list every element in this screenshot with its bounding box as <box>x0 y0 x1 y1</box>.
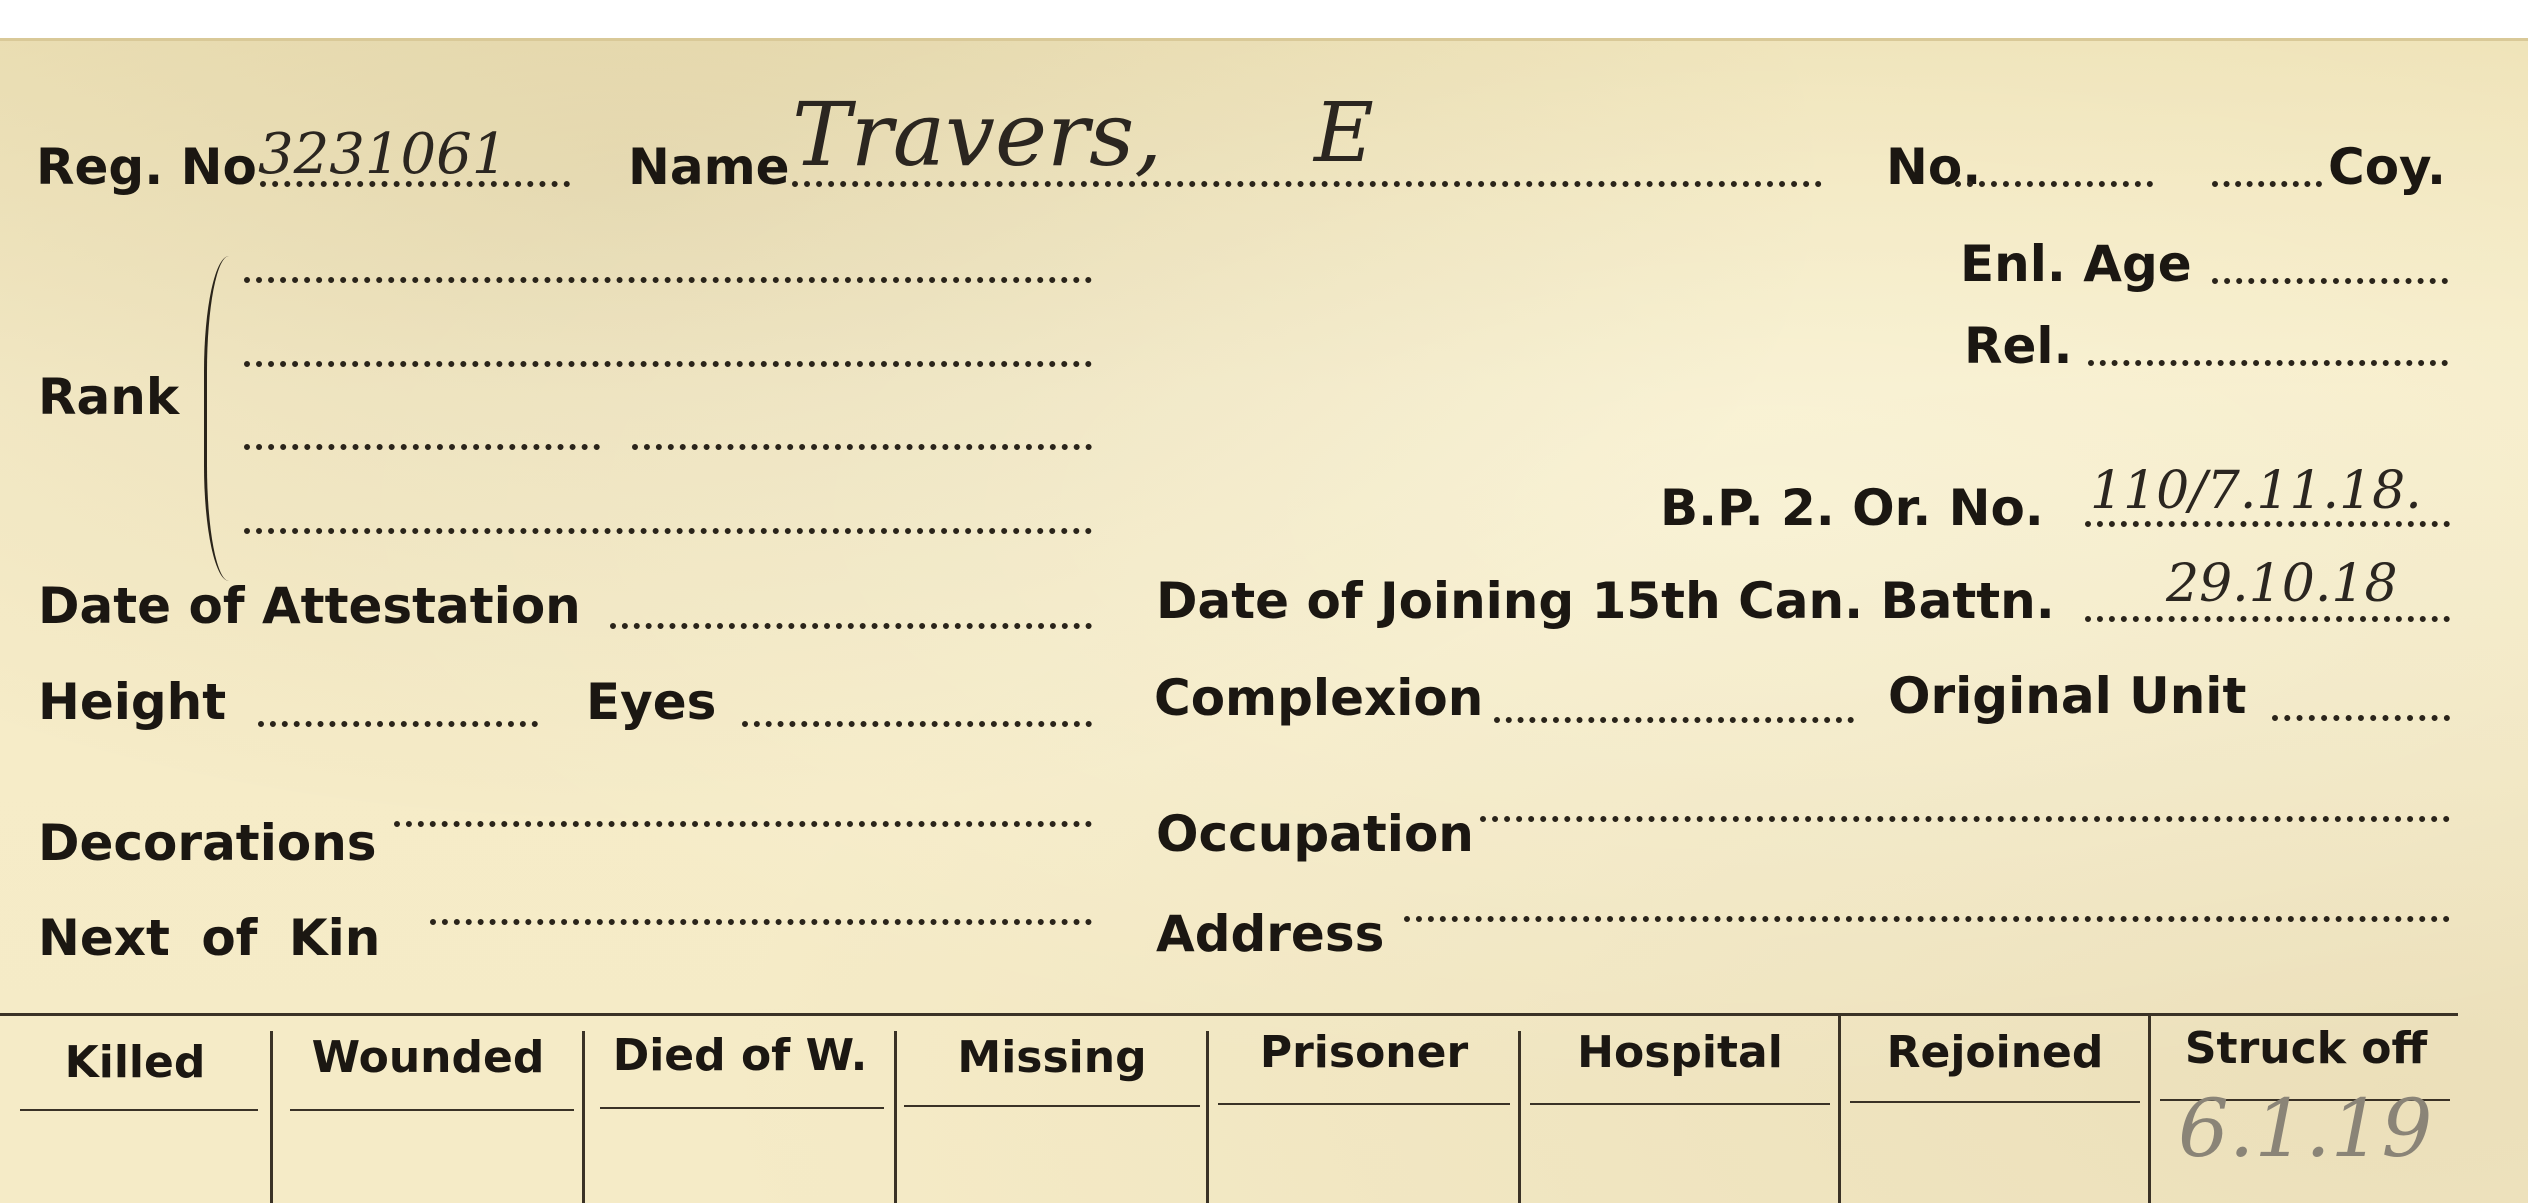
eyes-label: Eyes <box>586 673 717 731</box>
decorations-dotted-line <box>394 821 1092 827</box>
rank-line-2 <box>244 361 1092 367</box>
rank-line-3b <box>632 444 1092 450</box>
header-wounded: Wounded <box>311 1032 545 1083</box>
complexion-label: Complexion <box>1154 669 1484 727</box>
table-top-rule <box>0 1013 2458 1016</box>
joining-label: Date of Joining 15th Can. Battn. <box>1156 572 2055 630</box>
address-dotted-line <box>1404 916 2450 922</box>
occupation-dotted-line <box>1480 816 2450 822</box>
bp2-dotted-line <box>2085 521 2450 527</box>
original-unit-dotted-line <box>2272 715 2450 721</box>
table-col-divider-1 <box>270 1031 273 1203</box>
header-missing: Missing <box>957 1032 1147 1083</box>
joining-handwritten: 29.10.18 <box>2166 554 2398 614</box>
header-underline-2 <box>290 1109 574 1111</box>
rank-label: Rank <box>38 368 180 426</box>
rel-label: Rel. <box>1964 317 2073 375</box>
header-struck-off: Struck off <box>2184 1023 2428 1074</box>
header-underline-5 <box>1218 1103 1510 1105</box>
name-handwritten: Travers, <box>792 83 1163 186</box>
enl-age-label: Enl. Age <box>1960 235 2192 293</box>
next-of-kin-label: Next of Kin <box>38 909 381 967</box>
no-dotted-line <box>1955 181 2153 187</box>
rank-line-3a <box>244 444 600 450</box>
attestation-label: Date of Attestation <box>38 577 581 635</box>
initial-handwritten: E <box>1314 86 1374 181</box>
no-label: No. <box>1886 138 1982 196</box>
rank-line-4 <box>244 528 1092 534</box>
header-killed: Killed <box>64 1037 206 1088</box>
bp2-handwritten: 110/7.11.18. <box>2090 461 2422 521</box>
complexion-dotted-line <box>1494 717 1854 723</box>
table-col-divider-5 <box>1518 1031 1521 1203</box>
decorations-label: Decorations <box>38 814 377 872</box>
attestation-dotted-line <box>610 623 1092 629</box>
rank-brace-top <box>204 256 229 416</box>
height-dotted-line <box>258 721 538 727</box>
rel-dotted-line <box>2088 360 2448 366</box>
table-col-divider-2 <box>582 1031 585 1203</box>
joining-dotted-line <box>2085 616 2450 622</box>
height-label: Height <box>38 673 227 731</box>
coy-label: Coy. <box>2328 138 2447 196</box>
enl-age-dotted-line <box>2212 278 2448 284</box>
occupation-label: Occupation <box>1156 805 1474 863</box>
table-col-divider-6 <box>1838 1016 1841 1203</box>
casualty-record-card <box>0 38 2528 1203</box>
name-label: Name <box>628 138 790 196</box>
reg-no-label: Reg. No <box>36 138 257 196</box>
header-died-of-wounds: Died of W. <box>612 1030 868 1081</box>
header-underline-3 <box>600 1107 884 1109</box>
address-label: Address <box>1156 905 1385 963</box>
rank-line-1 <box>244 277 1092 283</box>
reg-no-handwritten: 3231061 <box>258 122 508 187</box>
header-hospital: Hospital <box>1577 1027 1783 1078</box>
rank-brace-bottom <box>204 416 229 581</box>
reg-no-dotted-line <box>260 181 570 187</box>
next-of-kin-dotted-line <box>430 919 1092 925</box>
original-unit-label: Original Unit <box>1888 667 2247 725</box>
coy-dotted-line <box>2212 181 2322 187</box>
eyes-dotted-line <box>742 721 1092 727</box>
name-dotted-line <box>792 181 1822 187</box>
header-underline-6 <box>1530 1103 1830 1105</box>
header-prisoner: Prisoner <box>1259 1027 1469 1078</box>
table-col-divider-7 <box>2148 1016 2151 1203</box>
struck-off-handwritten: 6.1.19 <box>2178 1082 2433 1175</box>
bp2-label: B.P. 2. Or. No. <box>1660 479 2044 537</box>
header-underline-4 <box>904 1105 1200 1107</box>
header-rejoined: Rejoined <box>1886 1027 2104 1078</box>
table-col-divider-4 <box>1206 1031 1209 1203</box>
header-underline-7 <box>1850 1101 2140 1103</box>
header-underline-1 <box>20 1109 258 1111</box>
table-col-divider-3 <box>894 1031 897 1203</box>
